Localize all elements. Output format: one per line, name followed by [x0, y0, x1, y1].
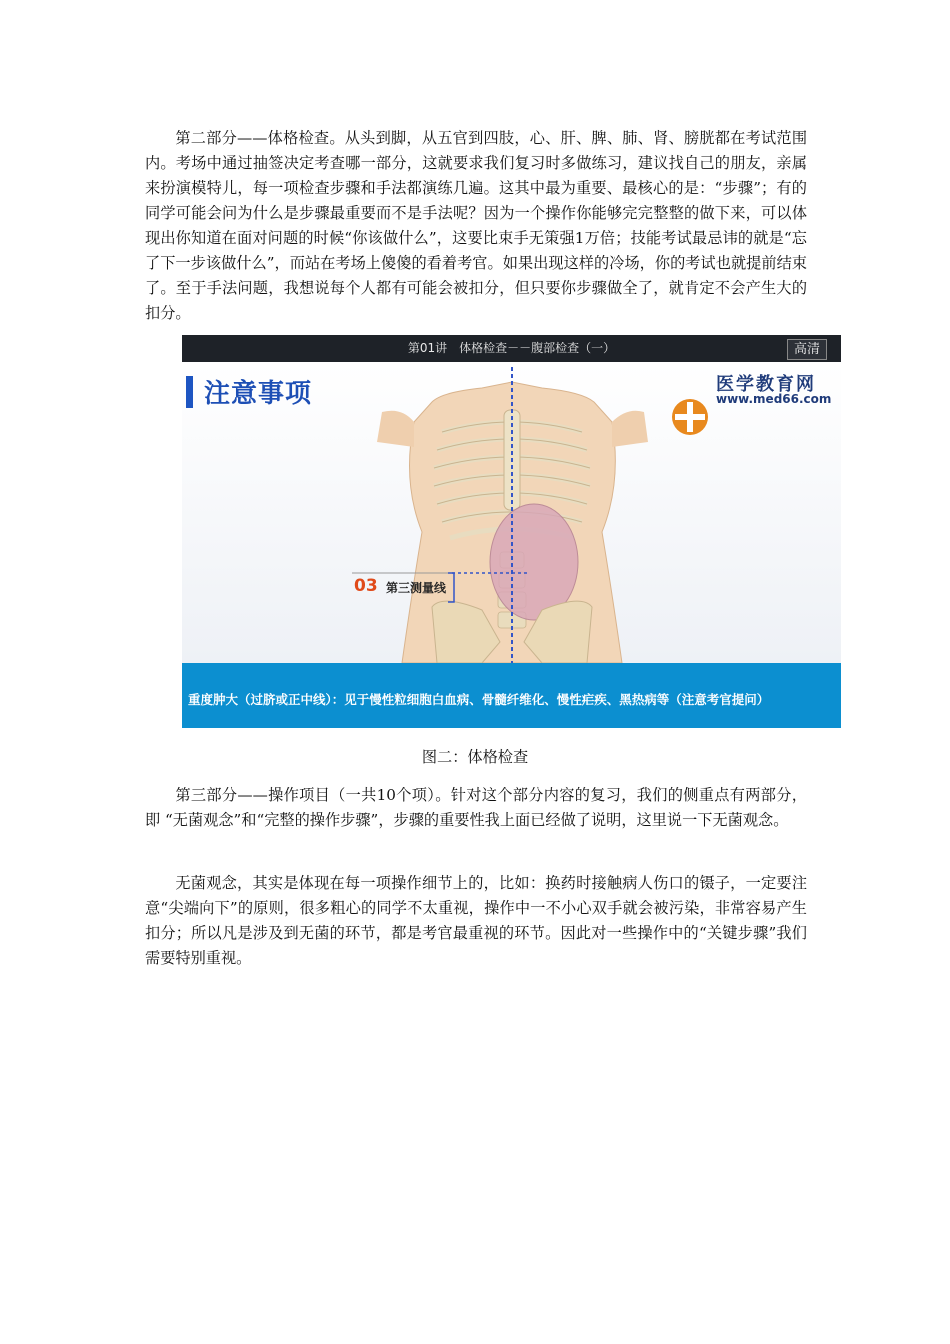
step-label: 第三测量线 [386, 581, 447, 595]
subtitle-note: 重度肿大（过脐或正中线）：见于慢性粒细胞白血病、骨髓纤维化、慢性疟疾、黑热病等（注意考官提问） [188, 692, 770, 707]
paragraph-aseptic-concept: 无菌观念，其实是体现在每一项操作细节上的，比如：换药时接触病人伤口的镊子，一定要注意“尖端向下”的原则，很多粗心的同学不太重视，操作中一不小心双手就会被污染，非常容易产生扣分；所以凡是涉及到无菌的环节，都是考官最重视的环节。因此对一些操作中的“关键步骤”我们需要特别重视。 [145, 874, 807, 967]
heading-accent-bar [186, 376, 193, 408]
figure-caption: 图二：体格检查 [421, 748, 529, 766]
paragraph-physical-exam: 第二部分——体格检查。从头到脚，从五官到四肢，心、肝、脾、肺、肾、膀胱都在考试范围内。考场中通过抽签决定考查哪一部分，这就要求我们复习时多做练习，建议找自己的朋友，亲属来扮演模特儿，每一项检查步骤和手法都演练几遍。这其中最为重要、最核心的是：“步骤”；有的同学可能会问为什么是步骤最重要而不是手法呢？因为一个操作你能够完完整整的做下来，可以体现出你知道在面对问题的时候“你该做什么”，这要比束手无策强1万倍；技能考试最忌讳的就是“忘了下一步该做什么”，而站在考场上傻傻的看着考官。如果出现这样的冷场，你的考试也就提前结束了。至于手法问题，我想说每个人都有可能会被扣分，但只要你步骤做全了，就肯定不会产生大的扣分。 [145, 129, 807, 322]
site-logo [670, 368, 840, 412]
figure-abdominal-exam-video [182, 335, 841, 728]
logo-name: 医学教育网 [716, 374, 816, 395]
video-title: 第01讲 体格检查－－腹部检查（一） [407, 341, 616, 355]
slide-heading: 注意事项 [204, 379, 313, 409]
logo-url: www.med66.com [716, 392, 832, 406]
hd-quality-button[interactable]: 高清 [787, 339, 827, 360]
step-number: 03 [354, 576, 378, 596]
paragraph-procedures: 第三部分——操作项目（一共10个项）。针对这个部分内容的复习，我们的侧重点有两部分，即 “无菌观念”和“完整的操作步骤”，步骤的重要性我上面已经做了说明，这里说一下无菌观念。 [145, 786, 807, 829]
